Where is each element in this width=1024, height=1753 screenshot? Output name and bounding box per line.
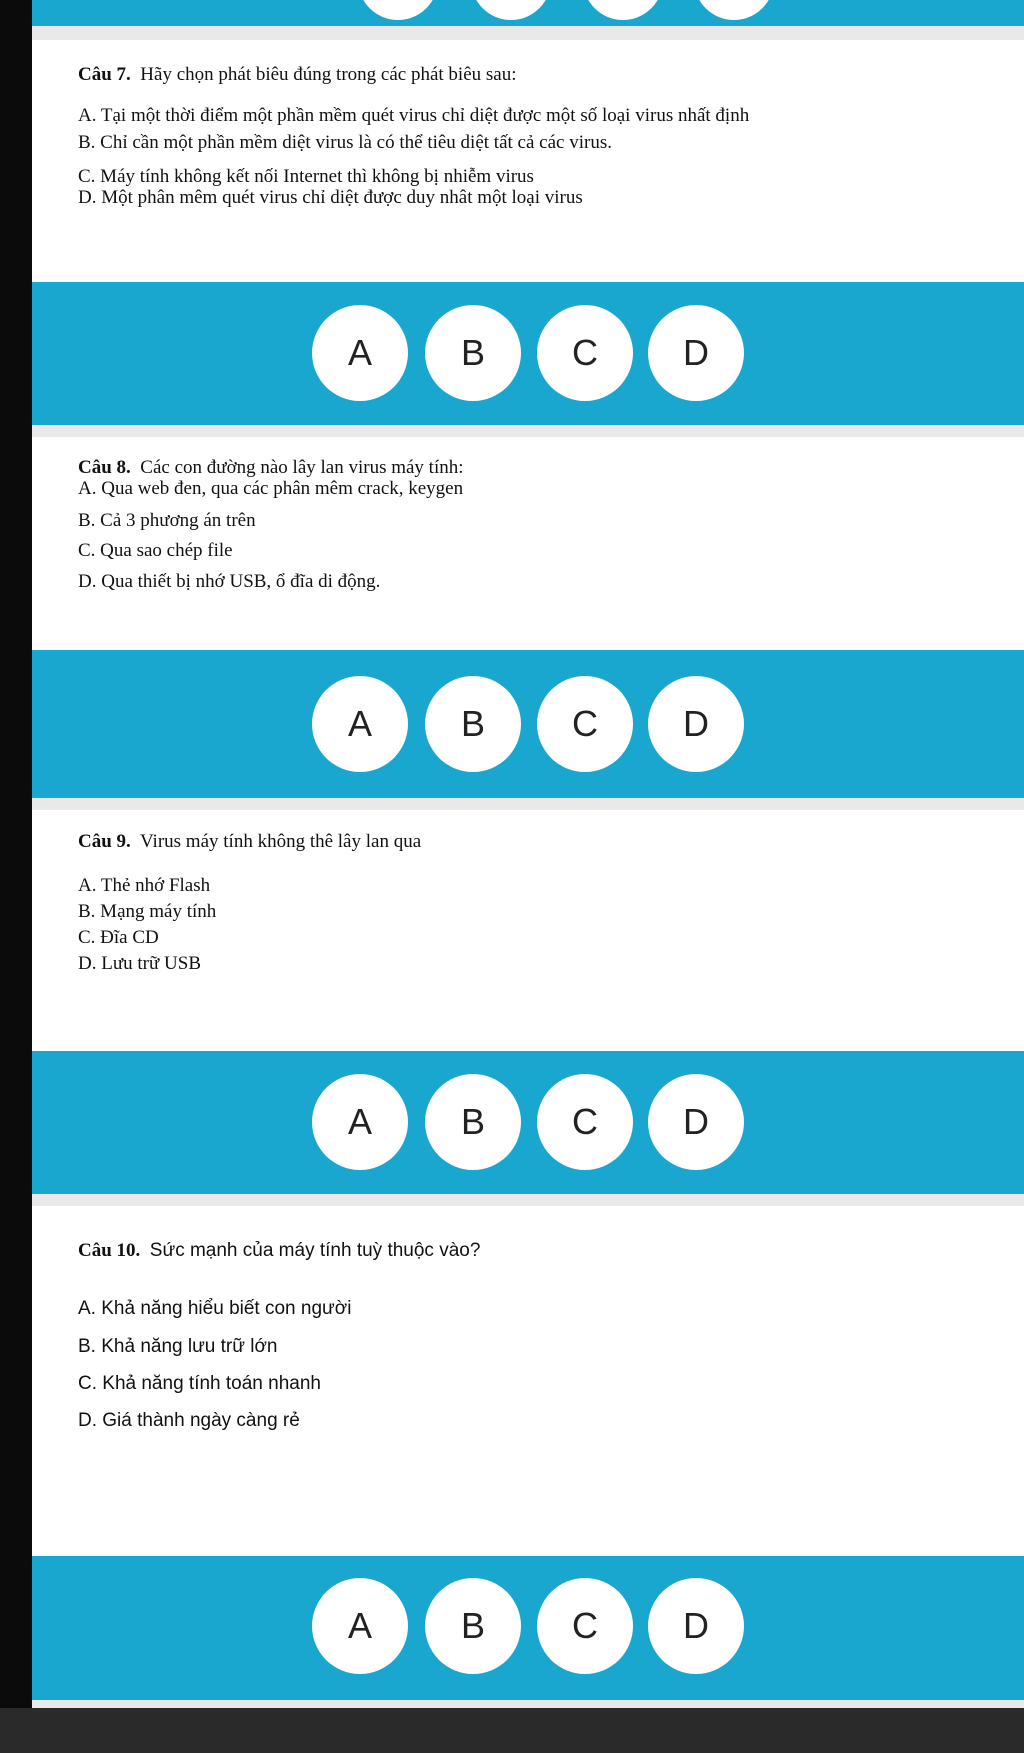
option-b: B. Mạng máy tính xyxy=(78,901,217,922)
question-title xyxy=(78,1240,480,1262)
question-text: Sức mạnh của máy tính tuỳ thuộc vào? xyxy=(149,1240,481,1261)
option-a: A. Qua web đen, qua các phân mêm crack, keygen xyxy=(78,478,464,499)
answer-band-7 xyxy=(32,282,1024,425)
question-card-7 xyxy=(32,40,1024,282)
option-a: A. Tại một thời điểm một phần mềm quét virus chỉ diệt được một số loại virus nhất định xyxy=(78,105,750,126)
option-d: D. Lưu trữ USB xyxy=(78,953,201,974)
answer-button-a[interactable]: A xyxy=(312,1578,408,1674)
answer-button-d-partial[interactable] xyxy=(694,0,774,20)
divider xyxy=(32,425,1024,437)
answer-button-b[interactable]: B xyxy=(425,676,521,772)
bottom-bar xyxy=(0,1708,1024,1753)
option-b: B. Cả 3 phương án trên xyxy=(78,510,256,531)
answer-button-c-partial[interactable] xyxy=(583,0,663,20)
answer-band-8 xyxy=(32,650,1024,798)
question-text: Các con đường nào lây lan virus máy tính: xyxy=(140,457,464,478)
option-d: D. Một phân mêm quét virus chỉ diệt được duy nhât một loại virus xyxy=(78,187,583,208)
question-number: Câu 10. xyxy=(78,1240,141,1261)
option-d: D. Qua thiết bị nhớ USB, ổ đĩa di động. xyxy=(78,571,381,592)
answer-band-previous xyxy=(32,0,1024,26)
divider xyxy=(32,1194,1024,1206)
answer-button-a-partial[interactable] xyxy=(358,0,438,20)
answer-button-c[interactable]: C xyxy=(537,676,633,772)
left-edge xyxy=(0,0,32,1708)
question-number: Câu 9. xyxy=(78,831,131,852)
question-title xyxy=(78,831,421,853)
answer-button-b[interactable]: B xyxy=(425,1074,521,1170)
answer-button-d[interactable]: D xyxy=(648,676,744,772)
answer-button-c[interactable]: C xyxy=(537,1074,633,1170)
option-b: B. Chỉ cần một phần mềm diệt virus là có thể tiêu diệt tất cả các virus. xyxy=(78,132,612,153)
answer-band-9 xyxy=(32,1051,1024,1194)
answer-button-c[interactable]: C xyxy=(537,1578,633,1674)
answer-button-b[interactable]: B xyxy=(425,1578,521,1674)
option-a: A. Thẻ nhớ Flash xyxy=(78,875,211,896)
answer-band-10 xyxy=(32,1556,1024,1700)
option-c: C. Khả năng tính toán nhanh xyxy=(78,1373,321,1394)
question-number: Câu 7. xyxy=(78,64,131,85)
answer-button-a[interactable]: A xyxy=(312,305,408,401)
answer-button-b-partial[interactable] xyxy=(471,0,551,20)
answer-button-a[interactable]: A xyxy=(312,676,408,772)
answer-button-d[interactable]: D xyxy=(648,305,744,401)
answer-button-a[interactable]: A xyxy=(312,1074,408,1170)
question-text: Hãy chọn phát biêu đúng trong các phát biêu sau: xyxy=(140,64,517,85)
option-c: C. Máy tính không kết nối Internet thì không bị nhiễm virus xyxy=(78,166,534,187)
question-card-9 xyxy=(32,810,1024,1051)
divider xyxy=(32,1700,1024,1708)
question-number: Câu 8. xyxy=(78,457,131,478)
answer-button-b[interactable]: B xyxy=(425,305,521,401)
option-d: D. Giá thành ngày càng rẻ xyxy=(78,1410,300,1431)
question-card-10 xyxy=(32,1206,1024,1556)
question-title xyxy=(78,64,517,86)
answer-button-d[interactable]: D xyxy=(648,1578,744,1674)
question-title xyxy=(78,457,464,479)
answer-button-d[interactable]: D xyxy=(648,1074,744,1170)
option-a: A. Khả năng hiểu biết con người xyxy=(78,1298,352,1319)
question-text: Virus máy tính không thê lây lan qua xyxy=(139,831,422,852)
divider xyxy=(32,26,1024,40)
answer-button-c[interactable]: C xyxy=(537,305,633,401)
divider xyxy=(32,798,1024,810)
option-b: B. Khả năng lưu trữ lớn xyxy=(78,1336,278,1357)
question-card-8 xyxy=(32,437,1024,650)
option-c: C. Đĩa CD xyxy=(78,927,159,948)
option-c: C. Qua sao chép file xyxy=(78,540,233,561)
